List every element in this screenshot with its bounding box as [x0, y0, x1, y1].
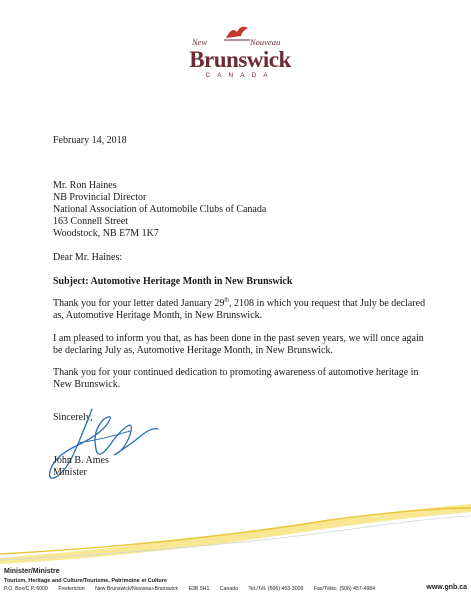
footer-address-part: Fax/Téléc. (506) 457-4984 — [313, 586, 375, 592]
logo-country: CANADA — [205, 72, 275, 79]
footer-address-part: Fredericton — [58, 586, 85, 592]
closing: Sincerely, — [53, 412, 93, 423]
logo-nouveau: Nouveau — [250, 37, 281, 47]
logo-new: New — [192, 37, 208, 47]
paragraph-1 — [53, 298, 433, 322]
footer-website-link[interactable]: www.gnb.ca — [426, 584, 467, 591]
recipient-line: NB Provincial Director — [53, 192, 147, 203]
recipient-line: Mr. Ron Haines — [53, 180, 117, 191]
paragraph-1-end: , 2108 in which you request that July be declared as, Automotive Heritage Month, in New Brunswick. — [53, 298, 426, 321]
recipient-line: 163 Connell Street — [53, 216, 128, 227]
gnb-logo — [180, 20, 300, 80]
signer-name: John B. Ames — [53, 455, 109, 466]
paragraph-1-start: Thank you for your letter dated January 29 — [53, 298, 225, 309]
recipient-line: Woodstock, NB E7M 1K7 — [53, 228, 159, 239]
signer-title: Minister — [53, 467, 87, 478]
paragraph-2: I am pleased to inform you that, as has been done in the past seven years, we will once again be declaring July as, Automotive Heritage Month, in New Brunswick. — [53, 333, 424, 356]
footer-address-part: Tel./Tél. (506) 453-3009 — [248, 586, 304, 592]
ordinal-suffix: th — [224, 297, 230, 304]
footer-department: Tourism, Heritage and Culture/Tourisme, Patrimoine et Culture — [4, 578, 167, 584]
footer-address-part: P.O. Box/C.P. 6000 — [4, 586, 48, 592]
footer-address-part: New Brunswick/Nouveau-Brunswick — [95, 586, 179, 592]
letter-date: February 14, 2018 — [53, 135, 127, 146]
paragraph-3: Thank you for your continued dedication to promoting awareness of automotive heritage in New Brunswick. — [53, 367, 419, 390]
footer-address — [4, 586, 384, 592]
footer-minister: Minister/Ministre — [4, 568, 60, 575]
footer-address-part: Canada — [219, 586, 238, 592]
subject-line: Subject: Automotive Heritage Month in New Brunswick — [53, 276, 293, 287]
logo-province: Brunswick — [189, 47, 291, 72]
bird-icon — [222, 22, 252, 42]
salutation: Dear Mr. Haines: — [53, 252, 123, 263]
footer-wave-decoration — [0, 498, 471, 568]
recipient-line: National Association of Automobile Clubs of Canada — [53, 204, 267, 215]
footer-address-part: E3B 5H1 — [188, 586, 210, 592]
